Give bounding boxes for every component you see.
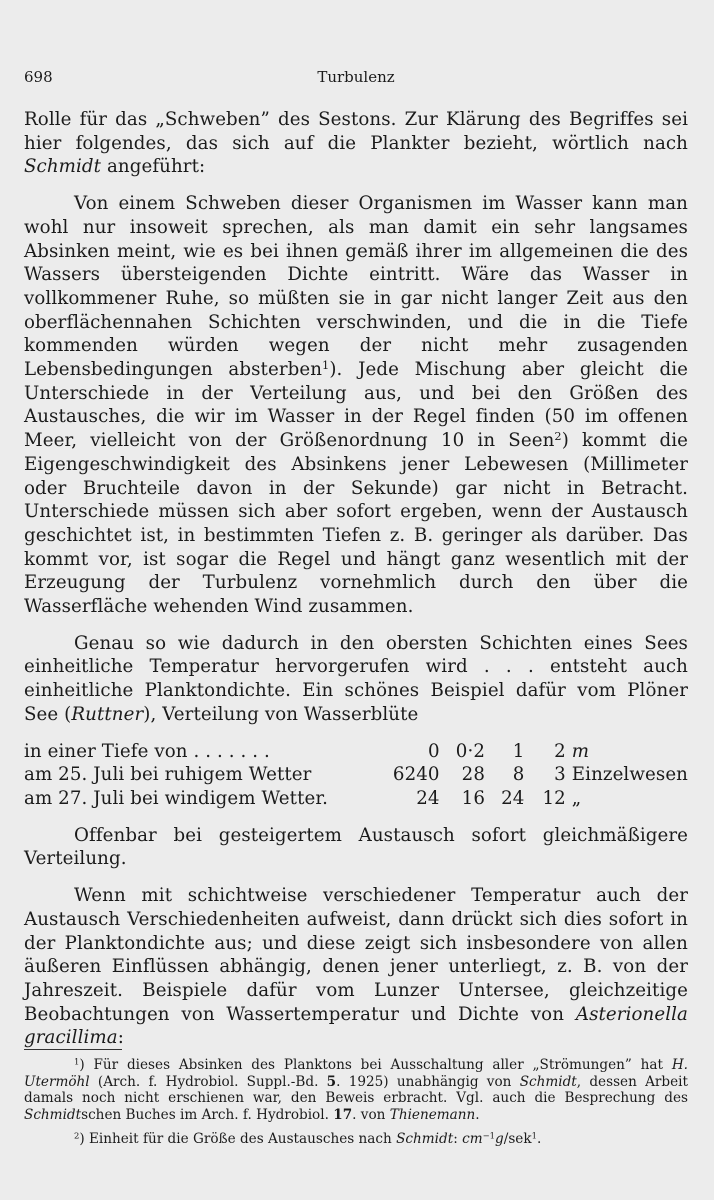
footnote-mark: 1 [74, 1056, 80, 1067]
p2-text-a: Von einem Schweben dieser Organismen im Wasser kann man wohl nur insoweit sprechen, als man damit ein sehr langsames Absinken meint, wie es bei ihnen gemäß ihrer im allgemeinen die des Wassers übersteigenden Dichte eintritt. Wäre das Wasser in vollkommener Ruhe, so müßten sie in gar nicht langer Zeit aus den oberflächennahen Schichten verschwinden, und die in die Tiefe kommenden würden wegen der nicht mehr zusagenden Lebensbedingungen absterben [24, 193, 688, 381]
fn1-text-b: (Arch. f. Hydrobiol. Suppl.-Bd. [89, 1073, 327, 1090]
page-number: 698 [24, 68, 53, 86]
fn2-text-a: ) Einheit für die Größe des Austausches nach [79, 1131, 397, 1147]
table-cell: 24 [501, 787, 525, 809]
author-schmidt: Schmidt [24, 1106, 82, 1123]
fn1-text-f: . von [352, 1106, 390, 1123]
table-cell: 12 [542, 787, 566, 809]
table-cell-unit: Einzelwesen [571, 764, 688, 786]
author-schmidt: Schmidt [396, 1131, 454, 1147]
footnotes [24, 1057, 688, 1148]
fn2-text-b: : [453, 1131, 463, 1147]
table-cell: 28 [461, 764, 486, 786]
table-row [24, 787, 688, 811]
exponent: 1 [531, 1130, 537, 1141]
table-cell-unit: „ [571, 787, 582, 809]
table-cell-unit [566, 740, 688, 764]
author-thienemann: Thienemann [389, 1106, 476, 1123]
unit-text: m [571, 740, 590, 762]
author-utermoehl: H. Utermöhl [24, 1057, 688, 1090]
volume-number: 17 [333, 1106, 353, 1123]
table-cell: 8 [512, 764, 525, 786]
footnote-ref-2: 2 [554, 429, 562, 443]
row-label: am 25. Juli bei ruhigem Wetter [24, 764, 312, 786]
table-cell: 6240 [392, 764, 440, 786]
volume-number: 5 [326, 1073, 337, 1090]
running-title: Turbulenz [317, 68, 395, 86]
author-schmidt: Schmidt [519, 1073, 577, 1090]
table-cell: 0·2 [455, 740, 486, 762]
author-schmidt: Schmidt [24, 156, 102, 178]
p3-text-a: Genau so wie dadurch in den obersten Schichten eines Sees einheitliche Temperatur hervorgerufen wird . . . entsteht auch einheitliche Planktondichte. Ein schönes Beispiel dafür vom Plöner See ( [24, 632, 688, 725]
paragraph-3 [24, 632, 688, 727]
row-label: am 27. Juli bei windigem Wetter. [24, 787, 329, 809]
p3-text-b: ), Verteilung von Wasserblüte [143, 703, 419, 725]
paragraph-5 [24, 884, 688, 1050]
footnote-2 [24, 1131, 688, 1148]
table-row [24, 763, 688, 787]
paragraph-4 [24, 824, 688, 871]
p1-text-a: Rolle für das „Schweben” des Sestons. Zur Klärung des Begriffes sei hier folgendes, das sich auf die Plankter bezieht, wörtlich nach [24, 109, 688, 154]
table-cell: 16 [461, 787, 486, 809]
table-row [24, 740, 688, 764]
p2-text-b: ). Jede Mischung aber gleicht die Unterschiede in der Verteilung aus, und bei den Größen des Austausches, die wir im Wasser in der Regel finden (50 im offenen Meer, vielleicht von der Größenordnung 10 in Seen [24, 359, 688, 452]
author-ruttner: Ruttner [71, 703, 144, 725]
exponent: −1 [482, 1130, 496, 1141]
table-cell: 2 [554, 740, 566, 762]
p5-text-b: : [117, 1027, 124, 1049]
table-cell: 1 [512, 740, 525, 762]
p5-text-a: Wenn mit schichtweise verschiedener Temperatur auch der Austausch Verschiedenheiten aufweist, dann drückt sich dies sofort in der Planktondichte aus; und diese zeigt sich insbesondere von allen äußeren Einflüssen abhängig, denen jener unterliegt, z. B. von der Jahreszeit. Beispiele dafür vom Lunzer Untersee, gleichzeitige Beobachtungen von Wassertemperatur und Dichte von [24, 885, 688, 1025]
paragraph-1 [24, 108, 688, 179]
unit-cm: cm [462, 1131, 483, 1147]
table-cell: 24 [416, 787, 440, 809]
fn1-text-d: , dessen Arbeit damals noch nicht erschienen war, den Beweis erbracht. Vgl. auch die Besprechung des [24, 1073, 688, 1106]
main-text [24, 108, 688, 1050]
footnote-mark: 2 [74, 1130, 80, 1141]
p1-text-b: angeführt: [101, 156, 206, 178]
fn2-text-d: . [536, 1131, 542, 1147]
page-header [24, 68, 688, 94]
fn1-text-a: ) Für dieses Absinken des Planktons bei Ausschaltung aller „Strömungen” hat [79, 1057, 672, 1073]
row-label: in einer Tiefe von . . . . . . . [24, 740, 270, 762]
species-name: Asterionella gracillima [24, 1003, 688, 1049]
footnote-1 [24, 1057, 688, 1123]
fn2-text-c: /sek [503, 1131, 532, 1147]
footnote-ref-1: 1 [322, 358, 330, 372]
fn1-text-c: . 1925) unabhängig von [336, 1073, 520, 1090]
paragraph-2-quote [24, 192, 688, 619]
plankton-table [24, 740, 688, 811]
p4-text: Offenbar bei gesteigertem Austausch sofort gleichmäßigere Verteilung. [24, 824, 688, 870]
p2-text-c: ) kommt die Eigengeschwindigkeit des Absinkens jener Lebewesen (Millimeter oder Bruchteile davon in der Sekunde) gar nicht in Betracht. Unterschiede müssen sich aber sofort ergeben, wenn der Austausch geschichtet ist, in bestimmten Tiefen z. B. geringer als darüber. Das kommt vor, ist sogar die Regel und hängt ganz wesentlich mit der Erzeugung der Turbulenz vornehmlich durch den über die Wasserfläche wehenden Wind zusammen. [24, 430, 688, 618]
table-cell: 0 [427, 740, 440, 762]
footnote-divider [24, 1049, 122, 1050]
unit-g: g [495, 1131, 504, 1147]
fn1-text-g: . [475, 1106, 480, 1123]
table-cell: 3 [554, 764, 566, 786]
fn1-text-e: schen Buches im Arch. f. Hydrobiol. [81, 1106, 334, 1123]
